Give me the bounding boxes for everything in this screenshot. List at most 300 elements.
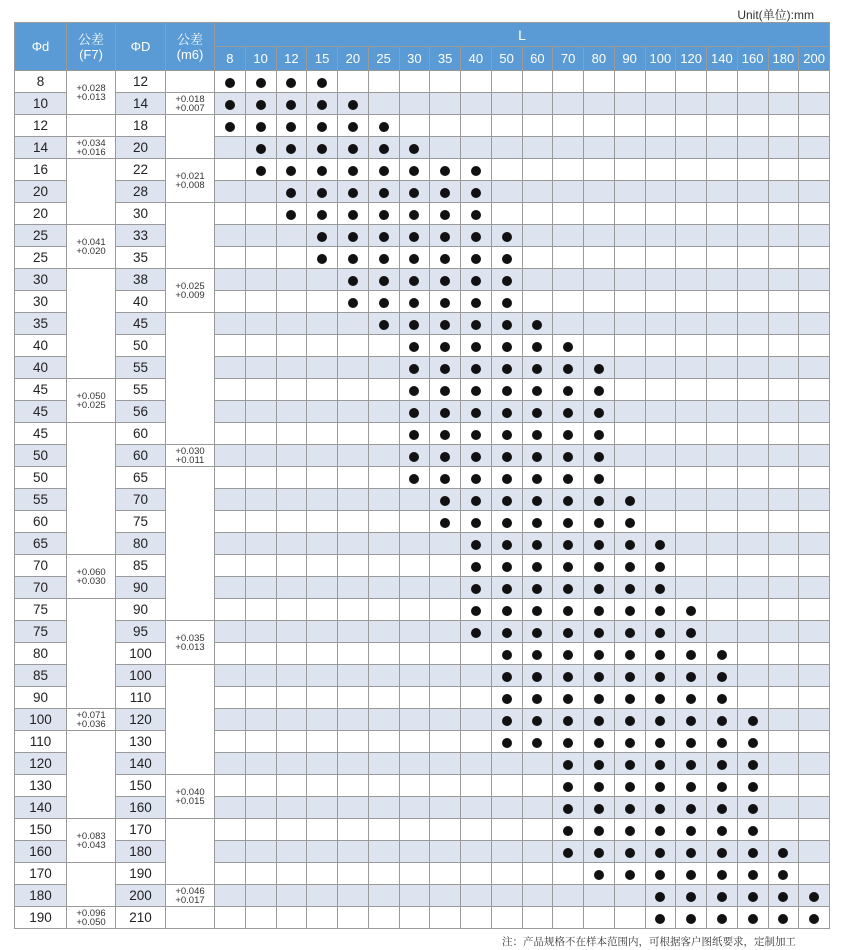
availability-cell [645,797,676,819]
availability-cell [522,357,553,379]
availability-cell [584,775,615,797]
empty-cell [553,313,584,335]
availability-cell [522,401,553,423]
availability-cell [491,555,522,577]
empty-cell [707,269,738,291]
availability-dot-icon [563,364,573,374]
empty-cell [799,159,830,181]
cell-tolerance-f7 [67,599,116,709]
availability-dot-icon [348,166,358,176]
availability-dot-icon [625,628,635,638]
cell-inner-diameter: 180 [15,885,67,907]
empty-cell [799,313,830,335]
empty-cell [553,291,584,313]
cell-outer-diameter: 85 [116,555,166,577]
availability-cell [645,753,676,775]
empty-cell [707,115,738,137]
empty-cell [645,225,676,247]
empty-cell [430,687,461,709]
empty-cell [614,291,645,313]
availability-cell [276,71,307,93]
availability-cell [368,181,399,203]
cell-outer-diameter: 120 [116,709,166,731]
empty-cell [338,511,369,533]
empty-cell [737,533,768,555]
empty-cell [276,291,307,313]
availability-cell [491,225,522,247]
empty-cell [584,181,615,203]
availability-cell [737,885,768,907]
empty-cell [584,203,615,225]
availability-cell [430,225,461,247]
empty-cell [430,621,461,643]
cell-outer-diameter: 210 [116,907,166,929]
empty-cell [491,841,522,863]
empty-cell [461,753,492,775]
table-row [15,621,830,643]
empty-cell [368,335,399,357]
cell-inner-diameter: 150 [15,819,67,841]
empty-cell [245,511,276,533]
availability-dot-icon [625,848,635,858]
table-header [15,23,830,71]
empty-cell [276,357,307,379]
availability-cell [522,511,553,533]
empty-cell [645,71,676,93]
empty-cell [461,731,492,753]
empty-cell [676,555,707,577]
cell-tolerance-f7-upper: +0.083 [76,830,106,842]
availability-cell [584,489,615,511]
cell-tolerance-f7-upper: +0.096 [76,907,106,919]
availability-cell [553,753,584,775]
empty-cell [768,181,799,203]
empty-cell [799,269,830,291]
availability-dot-icon [655,914,665,924]
empty-cell [522,819,553,841]
availability-cell [430,203,461,225]
cell-outer-diameter: 55 [116,357,166,379]
cell-inner-diameter: 85 [15,665,67,687]
availability-cell [553,599,584,621]
empty-cell [338,841,369,863]
empty-cell [799,291,830,313]
availability-dot-icon [655,804,665,814]
header-L-value: 40 [461,47,492,71]
availability-cell [614,577,645,599]
empty-cell [584,137,615,159]
empty-cell [461,863,492,885]
empty-cell [737,357,768,379]
empty-cell [276,599,307,621]
empty-cell [215,709,246,731]
empty-cell [245,291,276,313]
availability-dot-icon [686,694,696,704]
empty-cell [338,533,369,555]
empty-cell [614,71,645,93]
empty-cell [676,71,707,93]
availability-cell [399,357,430,379]
cell-outer-diameter: 75 [116,511,166,533]
empty-cell [368,731,399,753]
availability-dot-icon [471,254,481,264]
empty-cell [799,357,830,379]
availability-cell [215,93,246,115]
empty-cell [399,841,430,863]
availability-dot-icon [471,232,481,242]
empty-cell [276,819,307,841]
availability-dot-icon [440,364,450,374]
availability-cell [461,247,492,269]
empty-cell [338,599,369,621]
availability-dot-icon [502,386,512,396]
availability-dot-icon [594,804,604,814]
cell-inner-diameter: 75 [15,621,67,643]
availability-cell [737,731,768,753]
cell-outer-diameter: 22 [116,159,166,181]
availability-dot-icon [625,826,635,836]
empty-cell [768,291,799,313]
availability-dot-icon [532,364,542,374]
availability-cell [676,709,707,731]
empty-cell [553,93,584,115]
availability-cell [553,379,584,401]
cell-inner-diameter: 190 [15,907,67,929]
availability-dot-icon [778,914,788,924]
header-L-value: 25 [368,47,399,71]
availability-cell [430,423,461,445]
empty-cell [461,687,492,709]
availability-dot-icon [532,342,542,352]
availability-cell [553,555,584,577]
availability-cell [430,159,461,181]
availability-dot-icon [256,122,266,132]
empty-cell [491,93,522,115]
cell-tolerance-m6-upper: +0.018 [175,93,205,105]
empty-cell [307,335,338,357]
empty-cell [645,203,676,225]
availability-cell [399,467,430,489]
availability-cell [707,841,738,863]
availability-dot-icon [379,298,389,308]
cell-inner-diameter: 170 [15,863,67,885]
availability-dot-icon [471,276,481,286]
availability-dot-icon [655,694,665,704]
empty-cell [676,115,707,137]
empty-cell [430,93,461,115]
availability-dot-icon [594,694,604,704]
availability-dot-icon [502,540,512,550]
availability-cell [676,621,707,643]
availability-dot-icon [655,584,665,594]
empty-cell [799,467,830,489]
availability-dot-icon [655,606,665,616]
empty-cell [368,797,399,819]
availability-cell [614,797,645,819]
table-row [15,775,830,797]
availability-cell [276,203,307,225]
empty-cell [399,621,430,643]
empty-cell [276,247,307,269]
cell-inner-diameter: 8 [15,71,67,93]
availability-cell [522,687,553,709]
empty-cell [307,533,338,555]
availability-dot-icon [286,78,296,88]
availability-dot-icon [348,100,358,110]
availability-dot-icon [440,342,450,352]
header-L-value: 10 [245,47,276,71]
availability-cell [614,533,645,555]
availability-cell [645,709,676,731]
empty-cell [799,797,830,819]
availability-dot-icon [502,518,512,528]
cell-inner-diameter: 120 [15,753,67,775]
cell-inner-diameter: 50 [15,445,67,467]
availability-dot-icon [532,518,542,528]
empty-cell [399,687,430,709]
availability-dot-icon [502,298,512,308]
table-row [15,93,830,115]
availability-dot-icon [502,342,512,352]
availability-dot-icon [717,650,727,660]
availability-cell [676,599,707,621]
availability-dot-icon [594,716,604,726]
cell-outer-diameter: 30 [116,203,166,225]
header-L-value: 60 [522,47,553,71]
availability-cell [737,775,768,797]
availability-dot-icon [317,254,327,264]
cell-tolerance-m6 [166,445,215,467]
empty-cell [614,313,645,335]
empty-cell [399,93,430,115]
empty-cell [399,863,430,885]
header-L-value: 140 [707,47,738,71]
cell-tolerance-f7 [67,137,116,159]
empty-cell [614,137,645,159]
empty-cell [368,841,399,863]
availability-dot-icon [440,254,450,264]
empty-cell [491,797,522,819]
availability-dot-icon [471,166,481,176]
empty-cell [307,555,338,577]
empty-cell [368,555,399,577]
empty-cell [245,423,276,445]
empty-cell [553,885,584,907]
empty-cell [799,555,830,577]
empty-cell [338,797,369,819]
empty-cell [368,577,399,599]
empty-cell [307,885,338,907]
empty-cell [676,423,707,445]
availability-dot-icon [594,562,604,572]
cell-inner-diameter: 160 [15,841,67,863]
empty-cell [215,401,246,423]
empty-cell [645,445,676,467]
availability-dot-icon [563,672,573,682]
empty-cell [522,775,553,797]
availability-cell [553,819,584,841]
empty-cell [399,599,430,621]
availability-dot-icon [563,826,573,836]
cell-tolerance-m6-lower: +0.008 [175,179,205,191]
availability-dot-icon [594,364,604,374]
empty-cell [245,643,276,665]
cell-outer-diameter: 110 [116,687,166,709]
cell-tolerance-f7-upper: +0.060 [76,566,106,578]
availability-dot-icon [563,540,573,550]
empty-cell [584,291,615,313]
table-row [15,841,830,863]
cell-outer-diameter: 60 [116,423,166,445]
empty-cell [368,907,399,929]
availability-dot-icon [286,122,296,132]
empty-cell [215,533,246,555]
empty-cell [553,225,584,247]
availability-cell [707,731,738,753]
empty-cell [737,71,768,93]
availability-cell [614,753,645,775]
empty-cell [553,137,584,159]
empty-cell [215,665,246,687]
availability-cell [584,379,615,401]
empty-cell [399,511,430,533]
empty-cell [799,379,830,401]
empty-cell [307,511,338,533]
table-row [15,115,830,137]
empty-cell [215,159,246,181]
empty-cell [338,621,369,643]
availability-cell [584,863,615,885]
empty-cell [707,533,738,555]
empty-cell [522,159,553,181]
availability-cell [614,687,645,709]
empty-cell [276,225,307,247]
availability-cell [522,643,553,665]
availability-dot-icon [532,738,542,748]
empty-cell [553,863,584,885]
availability-dot-icon [409,298,419,308]
availability-cell [737,841,768,863]
empty-cell [522,885,553,907]
availability-cell [522,599,553,621]
availability-cell [645,907,676,929]
availability-cell [338,203,369,225]
availability-dot-icon [594,540,604,550]
availability-dot-icon [655,540,665,550]
empty-cell [307,423,338,445]
empty-cell [553,269,584,291]
empty-cell [276,621,307,643]
empty-cell [737,621,768,643]
availability-dot-icon [563,562,573,572]
header-D: ΦD [116,23,166,71]
availability-cell [307,203,338,225]
empty-cell [614,247,645,269]
availability-dot-icon [409,364,419,374]
empty-cell [368,401,399,423]
empty-cell [799,115,830,137]
availability-dot-icon [502,364,512,374]
availability-cell [645,577,676,599]
cell-inner-diameter: 70 [15,577,67,599]
empty-cell [707,577,738,599]
empty-cell [645,467,676,489]
empty-cell [676,511,707,533]
availability-cell [614,621,645,643]
empty-cell [307,489,338,511]
availability-dot-icon [348,144,358,154]
cell-outer-diameter: 180 [116,841,166,863]
availability-cell [676,643,707,665]
empty-cell [799,423,830,445]
empty-cell [461,137,492,159]
empty-cell [461,709,492,731]
availability-cell [614,731,645,753]
availability-dot-icon [563,738,573,748]
availability-cell [399,181,430,203]
header-L-value: 100 [645,47,676,71]
availability-cell [368,115,399,137]
empty-cell [799,819,830,841]
availability-cell [491,489,522,511]
cell-inner-diameter: 130 [15,775,67,797]
empty-cell [368,775,399,797]
empty-cell [245,665,276,687]
availability-dot-icon [563,848,573,858]
availability-cell [491,291,522,313]
empty-cell [491,115,522,137]
empty-cell [368,533,399,555]
availability-dot-icon [625,672,635,682]
empty-cell [676,445,707,467]
empty-cell [307,577,338,599]
empty-cell [614,379,645,401]
availability-dot-icon [502,320,512,330]
availability-dot-icon [717,738,727,748]
cell-tolerance-m6 [166,313,215,445]
availability-dot-icon [225,78,235,88]
availability-dot-icon [440,298,450,308]
availability-cell [737,709,768,731]
availability-cell [553,577,584,599]
cell-tolerance-f7-upper: +0.071 [76,709,106,721]
header-row-1 [15,23,830,47]
empty-cell [584,907,615,929]
spec-table [14,22,830,929]
empty-cell [584,225,615,247]
empty-cell [338,379,369,401]
availability-cell [584,709,615,731]
empty-cell [215,291,246,313]
empty-cell [215,137,246,159]
table-row [15,687,830,709]
empty-cell [676,159,707,181]
availability-dot-icon [717,694,727,704]
cell-outer-diameter: 56 [116,401,166,423]
empty-cell [368,71,399,93]
empty-cell [245,313,276,335]
availability-dot-icon [532,540,542,550]
availability-dot-icon [471,342,481,352]
cell-tolerance-m6-upper: +0.040 [175,786,205,798]
availability-dot-icon [440,452,450,462]
empty-cell [491,203,522,225]
empty-cell [768,269,799,291]
availability-cell [399,203,430,225]
availability-cell [307,93,338,115]
empty-cell [584,885,615,907]
empty-cell [645,335,676,357]
